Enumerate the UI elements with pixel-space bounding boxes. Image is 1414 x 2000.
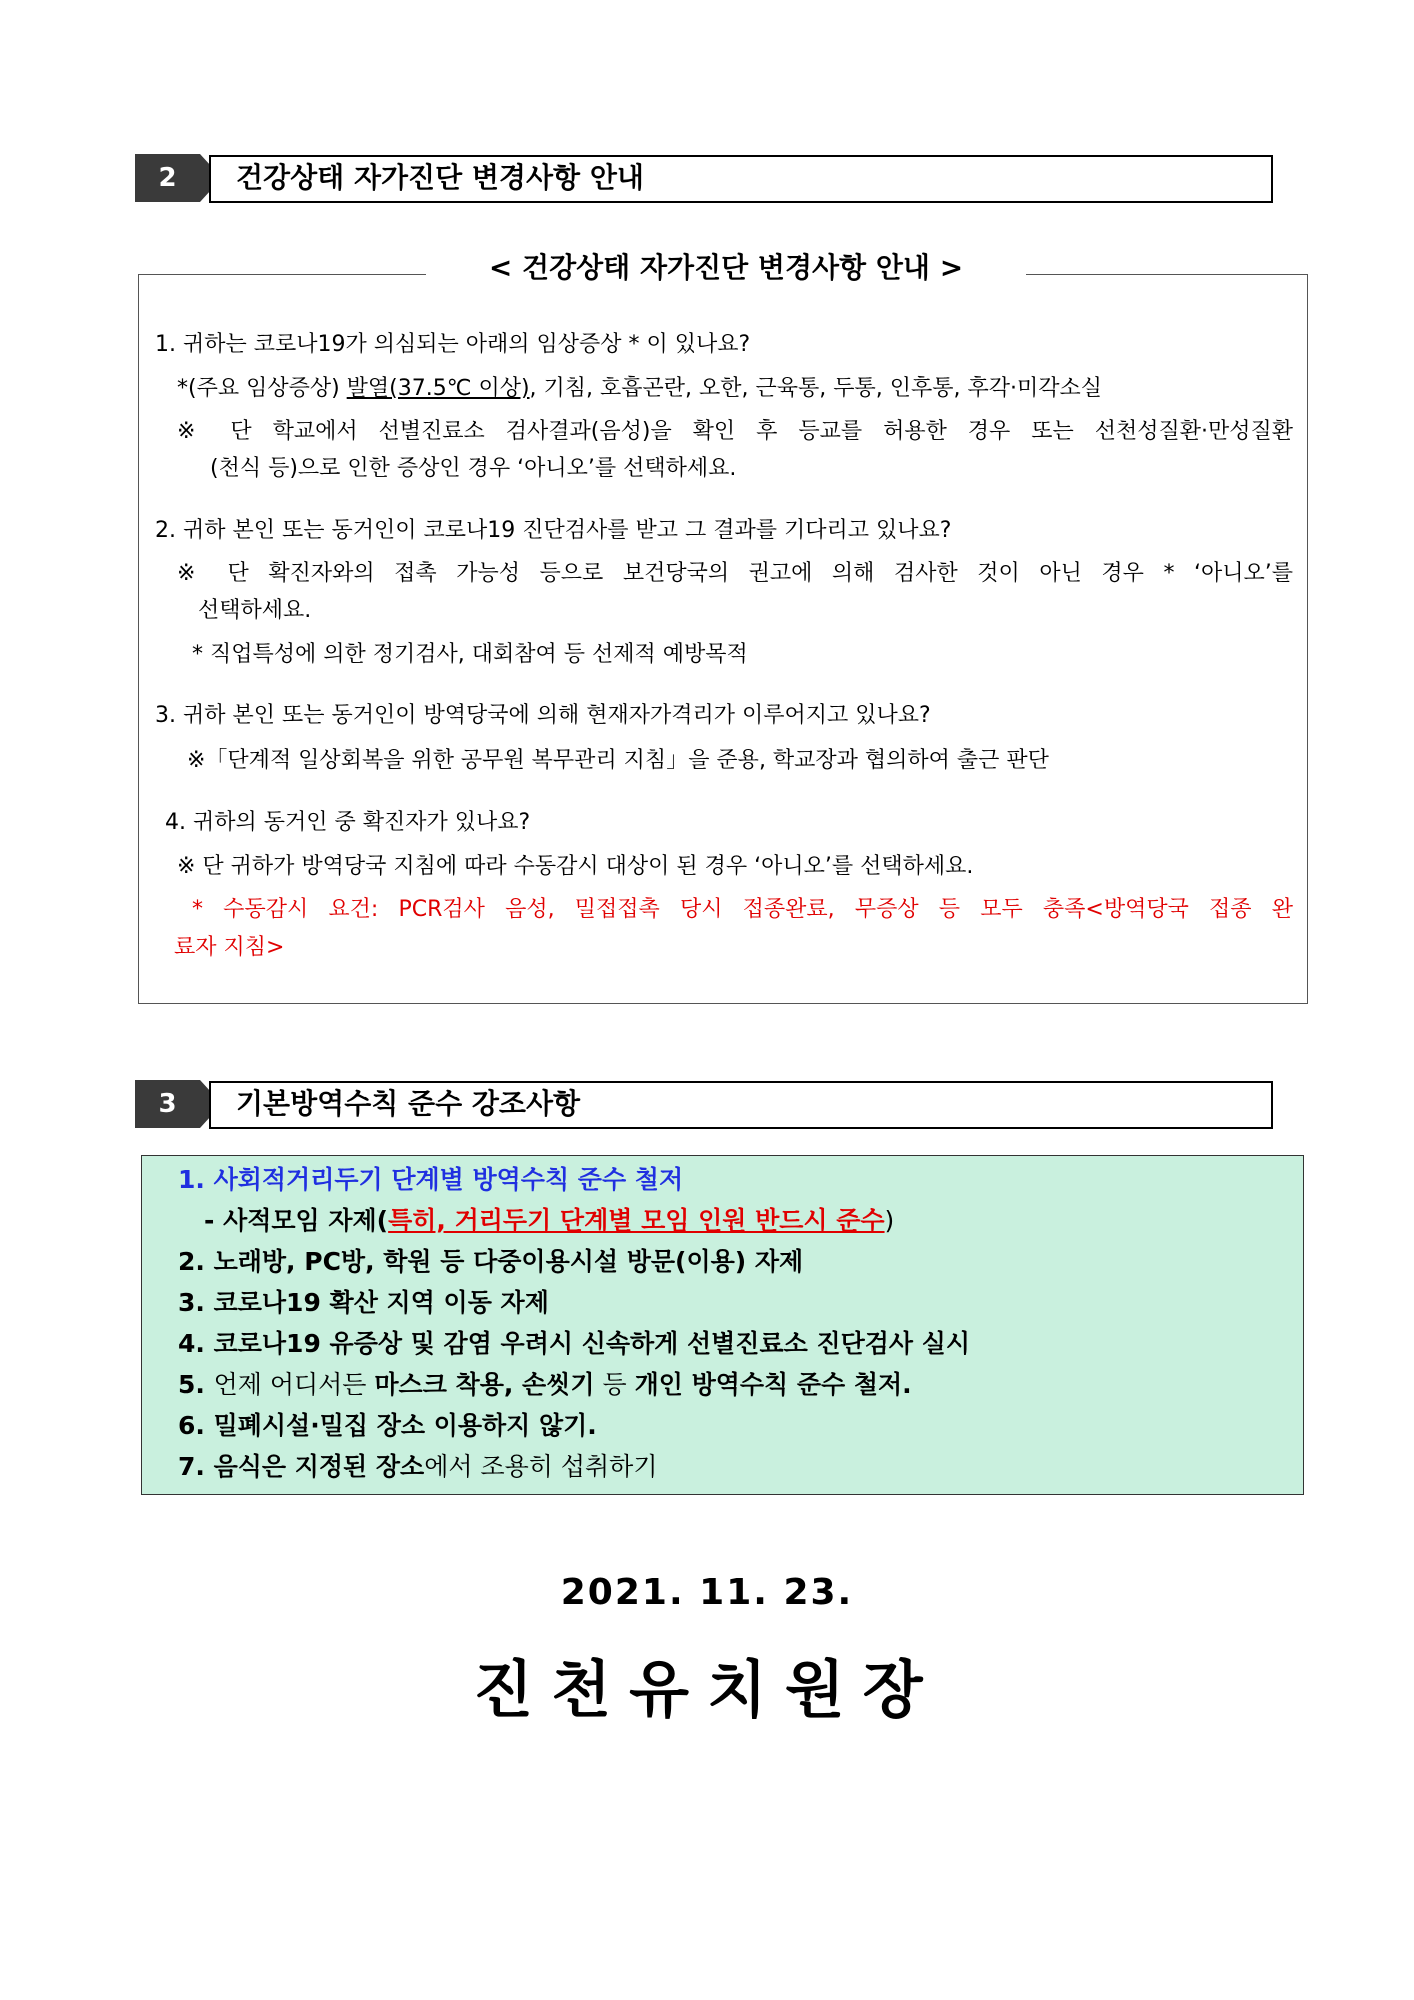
question-3: 3. 귀하 본인 또는 동거인이 방역당국에 의해 현재자가격리가 이루어지고 있나요? — [155, 703, 931, 728]
section-2-header — [135, 154, 1273, 202]
section-3-header — [135, 1080, 1273, 1128]
section-number: 2 — [135, 154, 200, 202]
section-number: 3 — [135, 1080, 200, 1128]
question-2: 2. 귀하 본인 또는 동거인이 코로나19 진단검사를 받고 그 결과를 기다리고 있나요? — [155, 518, 952, 543]
section-title: 기본방역수칙 준수 강조사항 — [236, 1087, 581, 1120]
question-3-note: ※「단계적 일상회복을 위한 공무원 복무관리 지침」을 준용, 학교장과 협의하여 출근 판단 — [187, 748, 1049, 773]
question-2-note: ※ 단 확진자와의 접촉 가능성 등으로 보건당국의 권고에 의해 검사한 것이 아닌 경우 * ‘아니오’를 — [177, 561, 1293, 586]
rule-1: 1. 사회적거리두기 단계별 방역수칙 준수 철저 — [178, 1165, 684, 1194]
question-4-red-note-cont: 료자 지침> — [174, 935, 285, 960]
question-2-note-cont: 선택하세요. — [198, 598, 312, 623]
question-1-note-cont: (천식 등)으로 인한 증상인 경우 ‘아니오’를 선택하세요. — [210, 456, 737, 481]
rule-4: 4. 코로나19 유증상 및 감염 우려시 신속하게 선별진료소 진단검사 실시 — [178, 1329, 971, 1358]
question-1-note: ※ 단 학교에서 선별진료소 검사결과(음성)을 확인 후 등교를 허용한 경우 또는 선천성질환·만성질환 — [177, 419, 1293, 444]
rule-7: 7. 음식은 지정된 장소에서 조용히 섭취하기 — [178, 1452, 658, 1481]
rule-3: 3. 코로나19 확산 지역 이동 자제 — [178, 1288, 549, 1317]
rule-5: 5. 언제 어디서든 마스크 착용, 손씻기 등 개인 방역수칙 준수 철저. — [178, 1370, 912, 1399]
question-4-red-note: * 수동감시 요건: PCR검사 음성, 밀접접촉 당시 접종완료, 무증상 등 모두 충족<방역당국 접종 완 — [192, 897, 1293, 922]
question-1: 1. 귀하는 코로나19가 의심되는 아래의 임상증상 * 이 있나요? — [155, 332, 751, 357]
rule-6: 6. 밀폐시설·밀집 장소 이용하지 않기. — [178, 1411, 597, 1440]
notice-box-title: < 건강상태 자가진단 변경사항 안내 > — [426, 244, 1026, 292]
question-2-footnote: * 직업특성에 의한 정기검사, 대회참여 등 선제적 예방목적 — [192, 642, 748, 667]
rule-1-sub: - 사적모임 자제(특히, 거리두기 단계별 모임 인원 반드시 준수) — [204, 1206, 895, 1235]
question-4: 4. 귀하의 동거인 중 확진자가 있나요? — [165, 810, 531, 835]
section-title: 건강상태 자가진단 변경사항 안내 — [236, 161, 644, 194]
signer-title: 진천유치원장 — [473, 1653, 941, 1726]
rule-2: 2. 노래방, PC방, 학원 등 다중이용시설 방문(이용) 자제 — [178, 1247, 804, 1276]
question-1-symptoms: *(주요 임상증상) 발열(37.5℃ 이상), 기침, 호흡곤란, 오한, 근육통, 두통, 인후통, 후각·미각소실 — [177, 376, 1102, 401]
question-4-note: ※ 단 귀하가 방역당국 지침에 따라 수동감시 대상이 된 경우 ‘아니오’를 선택하세요. — [177, 854, 974, 879]
document-date: 2021. 11. 23. — [560, 1572, 854, 1613]
